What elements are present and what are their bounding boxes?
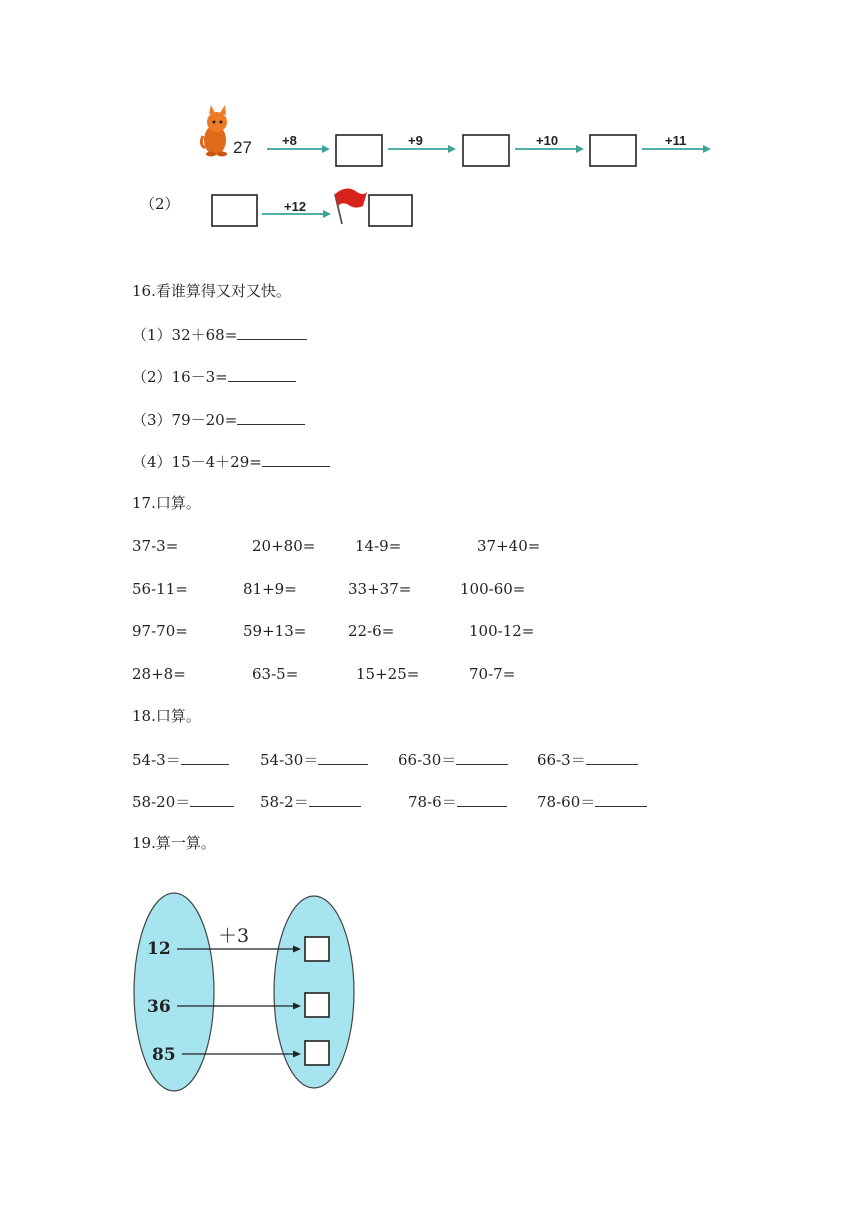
q17-problem: 20+80= [252,537,316,555]
q17-problem: 70-7= [469,665,516,683]
q17-problem: 37+40= [477,537,541,555]
answer-blank[interactable] [318,750,368,765]
chain-op-label-1: +8 [282,133,297,148]
answer-blank[interactable] [457,792,507,807]
answer-blank[interactable] [586,750,638,765]
cat-icon [201,105,227,157]
q17-problem: 97-70= [132,622,188,640]
answer-blank[interactable] [237,410,305,425]
q18-problem: 58-20＝ [132,792,234,811]
second-op-label: +12 [284,199,307,214]
answer-box-4[interactable] [212,195,257,226]
q17-problem: 63-5= [252,665,299,683]
q17-problem: 28+8= [132,665,186,683]
part-2-label: （2） [140,195,180,213]
question-19-title: 19.算一算。 [132,834,216,852]
question-16-title: 16.看谁算得又对又快。 [132,282,291,300]
q18-problem: 78-6＝ [408,792,507,811]
q17-problem: 37-3= [132,537,179,555]
chain-op-label-4: +11 [665,133,687,148]
question-18-title: 18.口算。 [132,707,201,725]
answer-blank[interactable] [309,792,361,807]
answer-box[interactable] [305,1041,329,1065]
answer-box-1[interactable] [336,135,382,166]
answer-blank[interactable] [595,792,647,807]
q17-problem: 33+37= [348,580,412,598]
q17-problem: 59+13= [243,622,307,640]
input-value: 12 [147,939,171,959]
q17-problem: 100-60= [460,580,526,598]
q16-item-4: （4）15－4＋29= [132,452,330,471]
answer-blank[interactable] [190,792,234,807]
input-value: 85 [152,1045,176,1065]
q17-problem: 22-6= [348,622,395,640]
number-chain-diagram [195,100,735,235]
start-value: 27 [233,138,252,157]
input-value: 36 [147,997,171,1017]
answer-box-2[interactable] [463,135,509,166]
question-17-title: 17.口算。 [132,494,201,512]
answer-blank[interactable] [237,325,307,340]
q16-item-3: （3）79－20= [132,410,305,429]
q18-problem: 78-60＝ [537,792,647,811]
q17-problem: 15+25= [356,665,420,683]
q17-problem: 56-11= [132,580,188,598]
q18-problem: 54-3＝ [132,750,229,769]
chain-op-label-3: +10 [536,133,559,148]
q18-problem: 58-2＝ [260,792,361,811]
answer-blank[interactable] [228,367,296,382]
chain-op-label-2: +9 [408,133,423,148]
answer-blank[interactable] [456,750,508,765]
q17-problem: 100-12= [469,622,535,640]
q17-problem: 81+9= [243,580,297,598]
flag-icon [335,188,367,224]
answer-blank[interactable] [181,750,229,765]
q18-problem: 54-30＝ [260,750,368,769]
q18-problem: 66-3＝ [537,750,638,769]
q16-item-2: （2）16－3= [132,367,296,386]
q17-problem: 14-9= [355,537,402,555]
answer-blank[interactable] [262,452,330,467]
answer-box[interactable] [305,993,329,1017]
answer-box[interactable] [305,937,329,961]
q16-item-1: （1）32＋68= [132,325,307,344]
answer-box-5[interactable] [369,195,412,226]
operation-label: ＋3 [218,925,250,947]
q18-problem: 66-30＝ [398,750,508,769]
mapping-diagram [125,888,365,1100]
answer-box-3[interactable] [590,135,636,166]
